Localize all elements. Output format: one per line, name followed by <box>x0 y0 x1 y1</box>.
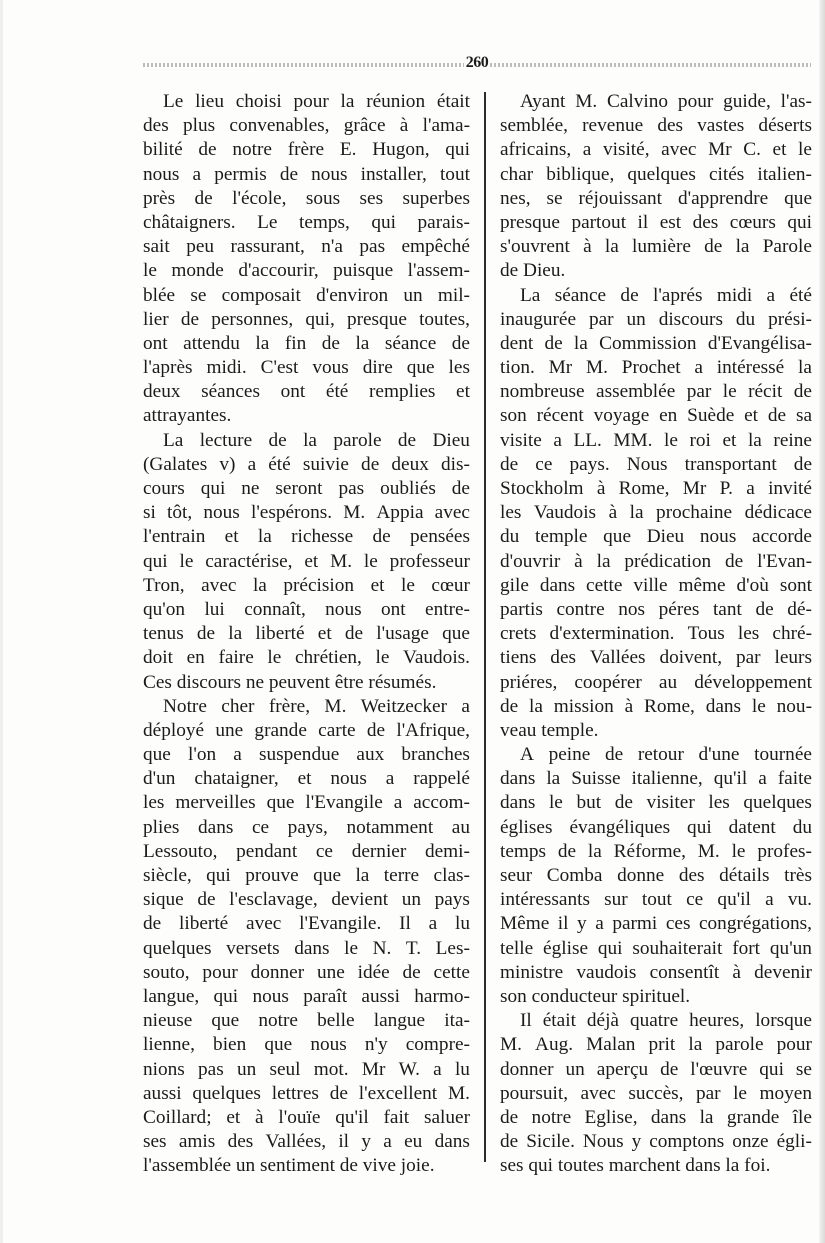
text-line: nous a permis de nous installer, tout <box>143 163 470 185</box>
text-line: tenus de la liberté et de l'usage que <box>143 623 470 645</box>
text-line: de la mission à Rome, dans le nou- <box>500 695 812 717</box>
text-line: Notre cher frère, M. Weitzecker a <box>163 695 470 717</box>
text-line: semblée, revenue des vastes déserts <box>500 115 812 137</box>
text-line: dans le but de visiter les quelques <box>500 792 812 814</box>
text-line: déployé une grande carte de l'Afrique, <box>143 719 470 741</box>
text-line: (Galates v) a été suivie de deux dis- <box>143 453 470 475</box>
text-line: d'un chataigner, et nous a rappelé <box>143 768 470 790</box>
text-line: de Sicile. Nous y comptons onze égli- <box>500 1131 812 1153</box>
text-line: souto, pour donner une idée de cette <box>143 961 470 983</box>
text-line: presque partout il est des cœurs qui <box>500 211 812 233</box>
text-line: nieuse que notre belle langue ita- <box>143 1010 470 1032</box>
text-line: de ce pays. Nous transportant de <box>500 453 812 475</box>
text-line: Tron, avec la précision et le cœur <box>143 574 470 596</box>
text-line: Ces discours ne peuvent être résumés. <box>143 671 437 693</box>
right-column <box>500 90 812 1178</box>
text-line: ses qui toutes marchent dans la foi. <box>500 1155 771 1177</box>
text-line: du temple que Dieu nous accorde <box>500 526 812 548</box>
paragraph <box>143 90 470 429</box>
paragraph <box>500 743 812 1009</box>
text-line: Coillard; et à l'ouïe qu'il fait saluer <box>143 1106 470 1128</box>
text-line: M. Aug. Malan prit la parole pour <box>500 1034 812 1056</box>
paragraph <box>143 695 470 1179</box>
text-line: cours qui ne seront pas oubliés de <box>143 478 470 499</box>
text-line: inaugurée par un discours du prési- <box>500 308 812 330</box>
column-divider <box>484 92 486 1162</box>
text-line: La séance de l'aprés midi a été <box>520 284 812 306</box>
text-line: châtaigners. Le temps, qui parais- <box>143 211 470 233</box>
text-line: églises évangéliques qui datent du <box>500 816 812 838</box>
text-line: le monde d'accourir, puisque l'assem- <box>143 260 470 282</box>
text-line: Le lieu choisi pour la réunion était <box>163 91 470 112</box>
text-line: Stockholm à Rome, Mr P. a invité <box>500 478 812 499</box>
text-line: lienne, bien que nous n'y compre- <box>143 1034 470 1056</box>
text-line: de liberté avec l'Evangile. Il a lu <box>143 913 470 935</box>
text-line: sait peu rassurant, n'a pas empêché <box>143 236 470 258</box>
text-line: Lessouto, pendant ce dernier demi- <box>143 840 470 862</box>
text-line: l'après midi. C'est vous dire que les <box>143 357 470 379</box>
text-line: l'entrain et la richesse de pensées <box>143 526 470 548</box>
text-line: poursuit, avec succès, par le moyen <box>500 1082 812 1104</box>
page-edge-left <box>0 0 3 1243</box>
text-line: intéressants sur tout ce qu'il a vu. <box>500 889 812 911</box>
text-line: de notre Eglise, dans la grande île <box>500 1106 812 1128</box>
text-line: aussi quelques lettres de l'excellent M. <box>143 1082 470 1104</box>
text-line: ministre vaudois consentît à devenir <box>500 961 812 983</box>
text-line: tiens des Vallées doivent, par leurs <box>500 647 812 669</box>
text-line: nes, se réjouissant d'apprendre que <box>500 187 812 209</box>
page-header <box>143 55 811 71</box>
text-line: d'ouvrir à la prédication de l'Evan- <box>500 550 812 572</box>
text-line: si tôt, nous l'espérons. M. Appia avec <box>143 502 470 524</box>
text-line: ont attendu la fin de la séance de <box>143 332 470 354</box>
text-line: des plus convenables, grâce à l'ama- <box>143 115 470 137</box>
paragraph <box>143 429 470 695</box>
text-line: A peine de retour d'une tournée <box>520 744 812 766</box>
text-line: ses amis des Vallées, il y a eu dans <box>143 1131 470 1153</box>
text-line: Même il y a parmi ces congrégations, <box>500 913 812 935</box>
text-line: que l'on a suspendue aux branches <box>143 744 470 766</box>
text-line: tion. Mr M. Prochet a intéressé la <box>500 357 812 379</box>
page-number: 260 <box>465 54 489 71</box>
text-line: plies dans ce pays, notamment au <box>143 816 470 838</box>
text-line: siècle, qui prouve que la terre clas- <box>143 865 470 886</box>
text-line: nombreuse assemblée par le récit de <box>500 381 812 403</box>
text-line: visite a LL. MM. le roi et la reine <box>500 429 812 451</box>
text-line: son conducteur spirituel. <box>500 985 691 1007</box>
text-line: veau temple. <box>500 719 599 741</box>
header-rule-left <box>143 63 464 67</box>
text-line: dent de la Commission d'Evangélisa- <box>500 332 812 354</box>
text-line: de Dieu. <box>500 260 566 282</box>
text-line: dans la Suisse italienne, qu'il a faite <box>500 768 812 790</box>
left-column <box>143 90 470 1178</box>
text-line: qu'on lui connaît, nous ont entre- <box>143 598 470 620</box>
text-line: deux séances ont été remplies et <box>143 381 470 403</box>
text-line: nions pas un seul mot. Mr W. a lu <box>143 1058 470 1080</box>
text-line: temps de la Réforme, M. le profes- <box>500 840 812 862</box>
header-rule-right <box>490 63 811 67</box>
text-line: donner un aperçu de l'œuvre qui se <box>500 1058 812 1080</box>
text-line: lier de personnes, qui, presque toutes, <box>143 308 470 330</box>
text-line: La lecture de la parole de Dieu <box>163 429 470 451</box>
text-line: africains, a visité, avec Mr C. et le <box>500 139 812 161</box>
text-line: char biblique, quelques cités italien- <box>500 163 812 185</box>
text-line: son récent voyage en Suède et de sa <box>500 405 812 427</box>
text-line: telle église qui souhaiterait fort qu'un <box>500 937 812 959</box>
text-line: près de l'école, sous ses superbes <box>143 187 470 209</box>
text-line: attrayantes. <box>143 405 232 427</box>
text-line: gile dans cette ville même d'où sont <box>500 574 812 596</box>
text-line: quelques versets dans le N. T. Les- <box>143 937 470 959</box>
text-line: les Vaudois à la prochaine dédicace <box>500 502 812 524</box>
text-line: bilité de notre frère E. Hugon, qui <box>143 139 470 161</box>
page-edge-right <box>819 0 825 1243</box>
text-line: Il était déjà quatre heures, lorsque <box>520 1010 812 1032</box>
paragraph <box>500 1009 812 1178</box>
text-line: blée se composait d'environ un mil- <box>143 284 470 306</box>
text-line: sique de l'esclavage, devient un pays <box>143 889 470 911</box>
text-line: partis contre nos péres tant de dé- <box>500 598 812 620</box>
text-line: l'assemblée un sentiment de vive joie. <box>143 1155 435 1177</box>
paragraph <box>500 90 812 284</box>
text-line: doit en faire le chrétien, le Vaudois. <box>143 647 470 669</box>
text-line: Ayant M. Calvino pour guide, l'as- <box>520 91 812 112</box>
text-line: qui le caractérise, et M. le professeur <box>143 550 470 572</box>
text-line: les merveilles que l'Evangile a accom- <box>143 792 470 814</box>
text-line: s'ouvrent à la lumière de la Parole <box>500 236 812 258</box>
text-line: crets d'extermination. Tous les chré- <box>500 623 812 645</box>
text-line: langue, qui nous paraît aussi harmo- <box>143 985 470 1007</box>
text-line: priéres, coopérer au développement <box>500 671 812 693</box>
paragraph <box>500 284 812 744</box>
text-line: seur Comba donne des détails très <box>500 865 812 886</box>
